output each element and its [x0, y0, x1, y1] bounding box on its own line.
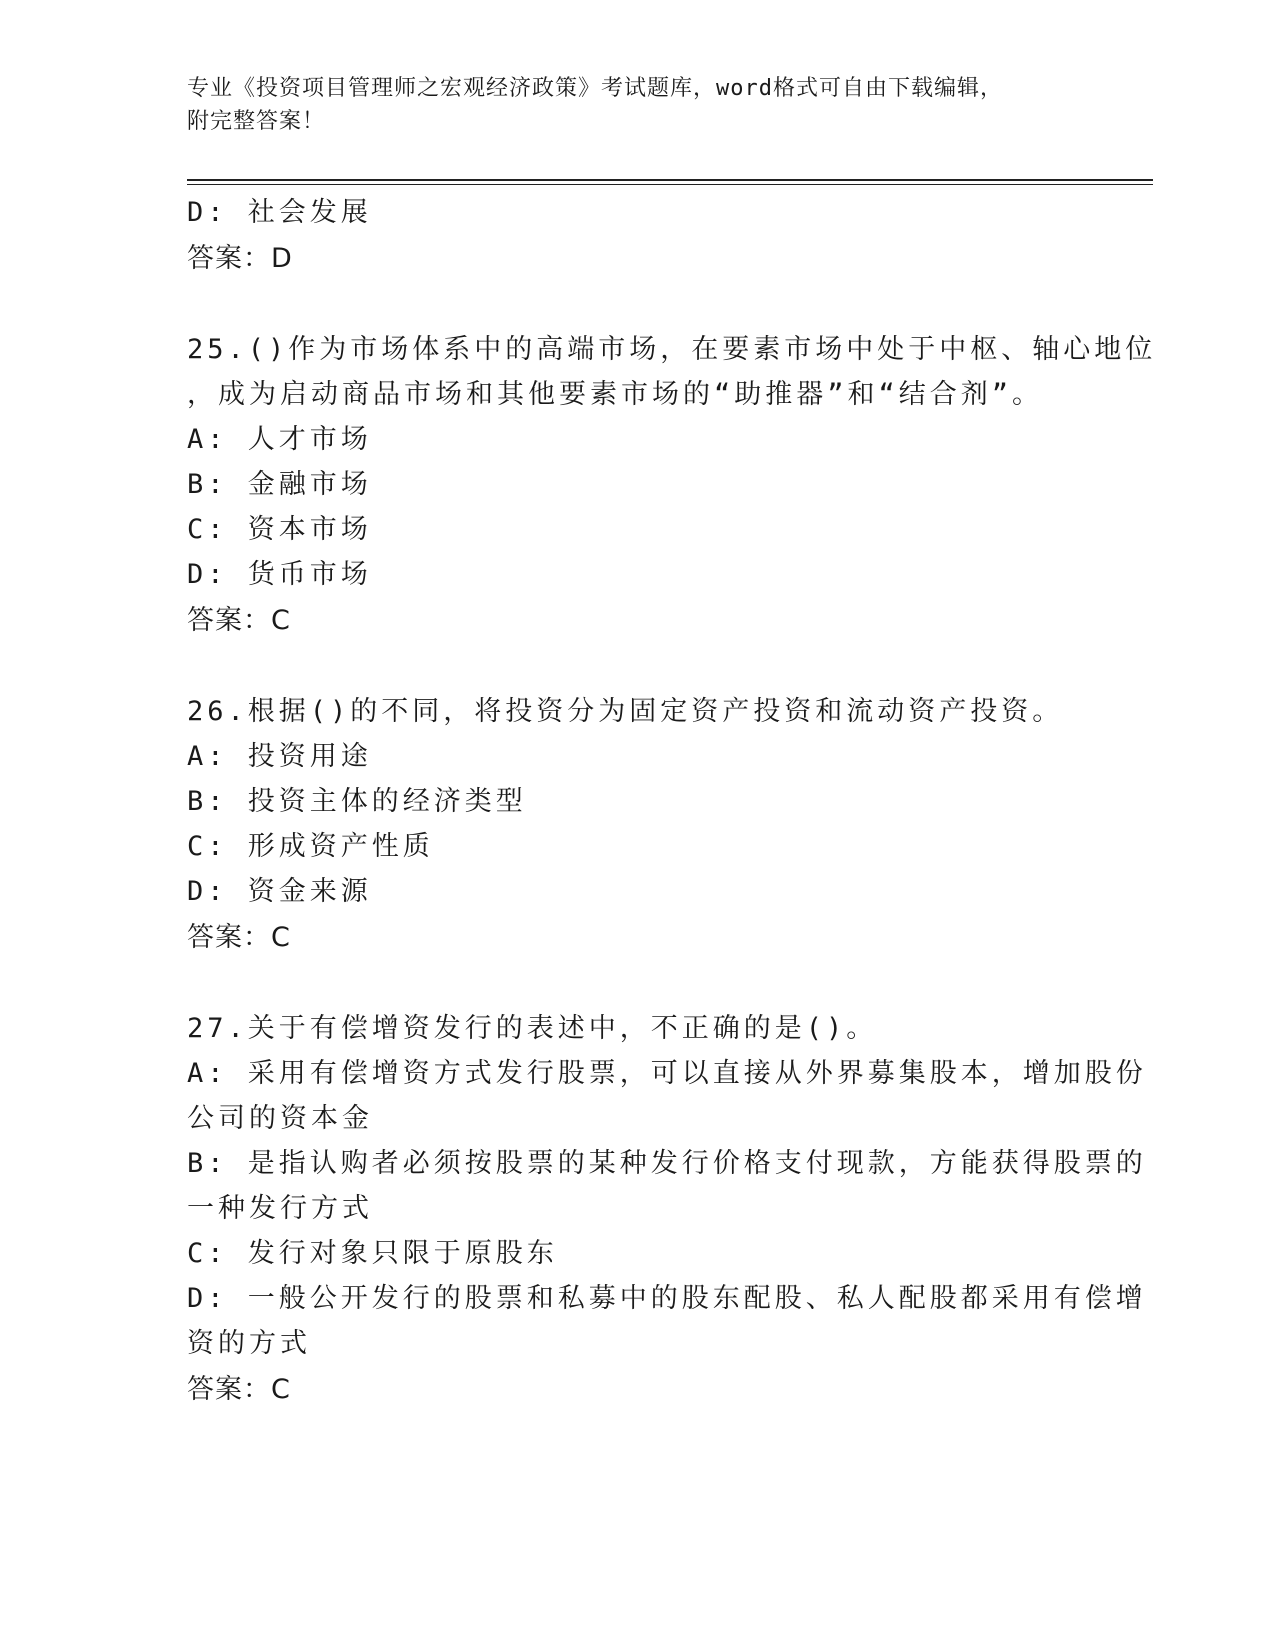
page-header [187, 72, 1087, 138]
spacer [187, 644, 1087, 689]
question-block [187, 327, 1157, 644]
option-a-continued: 公司的资本金 [187, 1103, 373, 1134]
question-list [187, 190, 1157, 1413]
option-c: C: 资本市场 [187, 514, 372, 545]
prev-option-d: D: 社会发展 [187, 197, 372, 228]
option-b: B: 金融市场 [187, 469, 372, 500]
option-d: D: 资金来源 [187, 876, 372, 907]
header-line-2: 附完整答案！ [187, 109, 326, 134]
option-b-continued: 一种发行方式 [187, 1193, 373, 1224]
option-b: B: 投资主体的经济类型 [187, 786, 527, 817]
question-block [187, 689, 1087, 961]
option-c: C: 形成资产性质 [187, 831, 434, 862]
answer: 答案：C [187, 605, 291, 636]
option-d-continued: 资的方式 [187, 1328, 311, 1359]
option-a: A: 投资用途 [187, 741, 372, 772]
spacer [187, 961, 1087, 1006]
answer: 答案：C [187, 1374, 291, 1405]
question-block [187, 1006, 1147, 1413]
prev-answer: 答案：D [187, 243, 293, 274]
spacer [187, 282, 1087, 327]
header-line-1: 专业《投资项目管理师之宏观经济政策》考试题库，word格式可自由下载编辑， [187, 76, 1003, 101]
answer: 答案：C [187, 922, 291, 953]
option-d: D: 一般公开发行的股票和私募中的股东配股、私人配股都采用有偿增 [187, 1283, 1147, 1314]
question-stem-line: 27.关于有偿增资发行的表述中，不正确的是()。 [187, 1013, 878, 1044]
question-stem-line: ，成为启动商品市场和其他要素市场的“助推器”和“结合剂”。 [187, 379, 1044, 410]
header-divider-thin [187, 184, 1153, 185]
question-stem-line: 26.根据()的不同，将投资分为固定资产投资和流动资产投资。 [187, 696, 1064, 727]
option-b: B: 是指认购者必须按股票的某种发行价格支付现款，方能获得股票的 [187, 1148, 1147, 1179]
option-d: D: 货币市场 [187, 559, 372, 590]
option-a: A: 采用有偿增资方式发行股票，可以直接从外界募集股本，增加股份 [187, 1058, 1147, 1089]
option-c: C: 发行对象只限于原股东 [187, 1238, 558, 1269]
question-stem-line: 25.()作为市场体系中的高端市场，在要素市场中处于中枢、轴心地位 [187, 334, 1157, 365]
header-divider-thick [187, 179, 1153, 181]
option-a: A: 人才市场 [187, 424, 372, 455]
